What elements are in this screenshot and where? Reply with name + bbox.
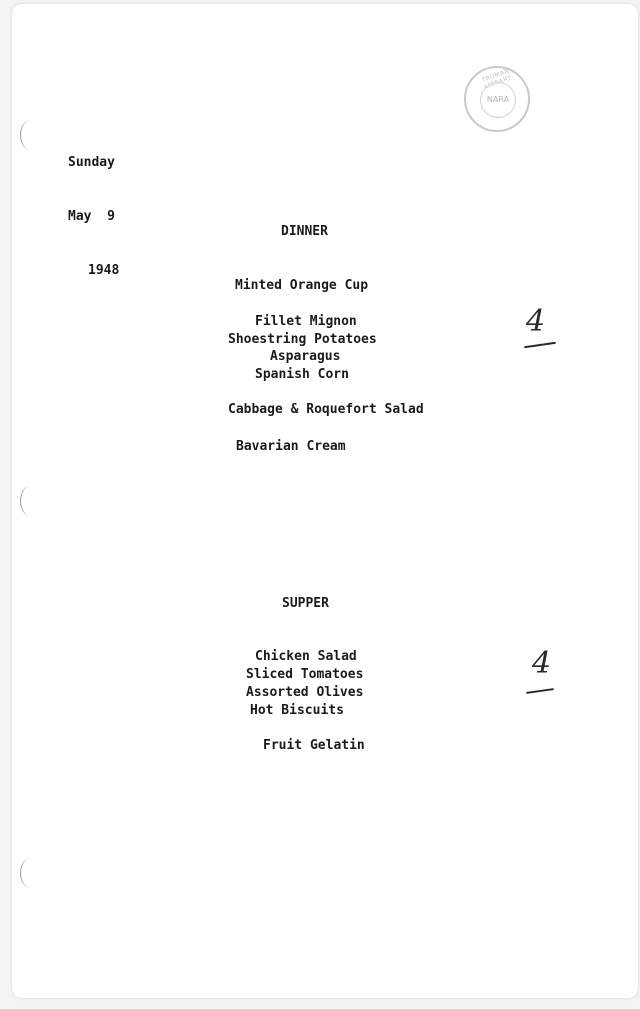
- dinner-item: Shoestring Potatoes: [228, 332, 377, 347]
- dinner-heading: DINNER: [281, 224, 328, 239]
- dinner-item: Fillet Mignon: [255, 314, 357, 329]
- dinner-item: Bavarian Cream: [236, 439, 346, 454]
- stamp-ring-text: TRUMAN LIBRARY: [480, 67, 513, 91]
- dinner-item: Spanish Corn: [255, 367, 349, 382]
- binder-hole-bottom: [20, 858, 41, 888]
- binder-hole-middle: [20, 486, 41, 516]
- date-day: Sunday: [68, 155, 115, 170]
- supper-heading: SUPPER: [282, 596, 329, 611]
- supper-item: Hot Biscuits: [250, 703, 344, 718]
- date-block: [68, 118, 119, 298]
- supper-item: Sliced Tomatoes: [246, 667, 364, 682]
- date-year: 1948: [88, 263, 120, 278]
- stamp-center-text: NARA: [480, 82, 516, 118]
- supper-item: Assorted Olives: [246, 685, 364, 700]
- archive-stamp: [464, 66, 530, 132]
- supper-count-mark: 4: [532, 646, 552, 681]
- dinner-item: Asparagus: [270, 349, 341, 364]
- dinner-item: Minted Orange Cup: [235, 278, 369, 293]
- supper-item: Fruit Gelatin: [263, 738, 365, 753]
- binder-hole-top: [20, 120, 41, 150]
- dinner-item: Cabbage & Roquefort Salad: [228, 402, 424, 417]
- dinner-count-mark: 4: [526, 304, 546, 339]
- supper-item: Chicken Salad: [255, 649, 357, 664]
- date-month-day: May 9: [68, 209, 115, 224]
